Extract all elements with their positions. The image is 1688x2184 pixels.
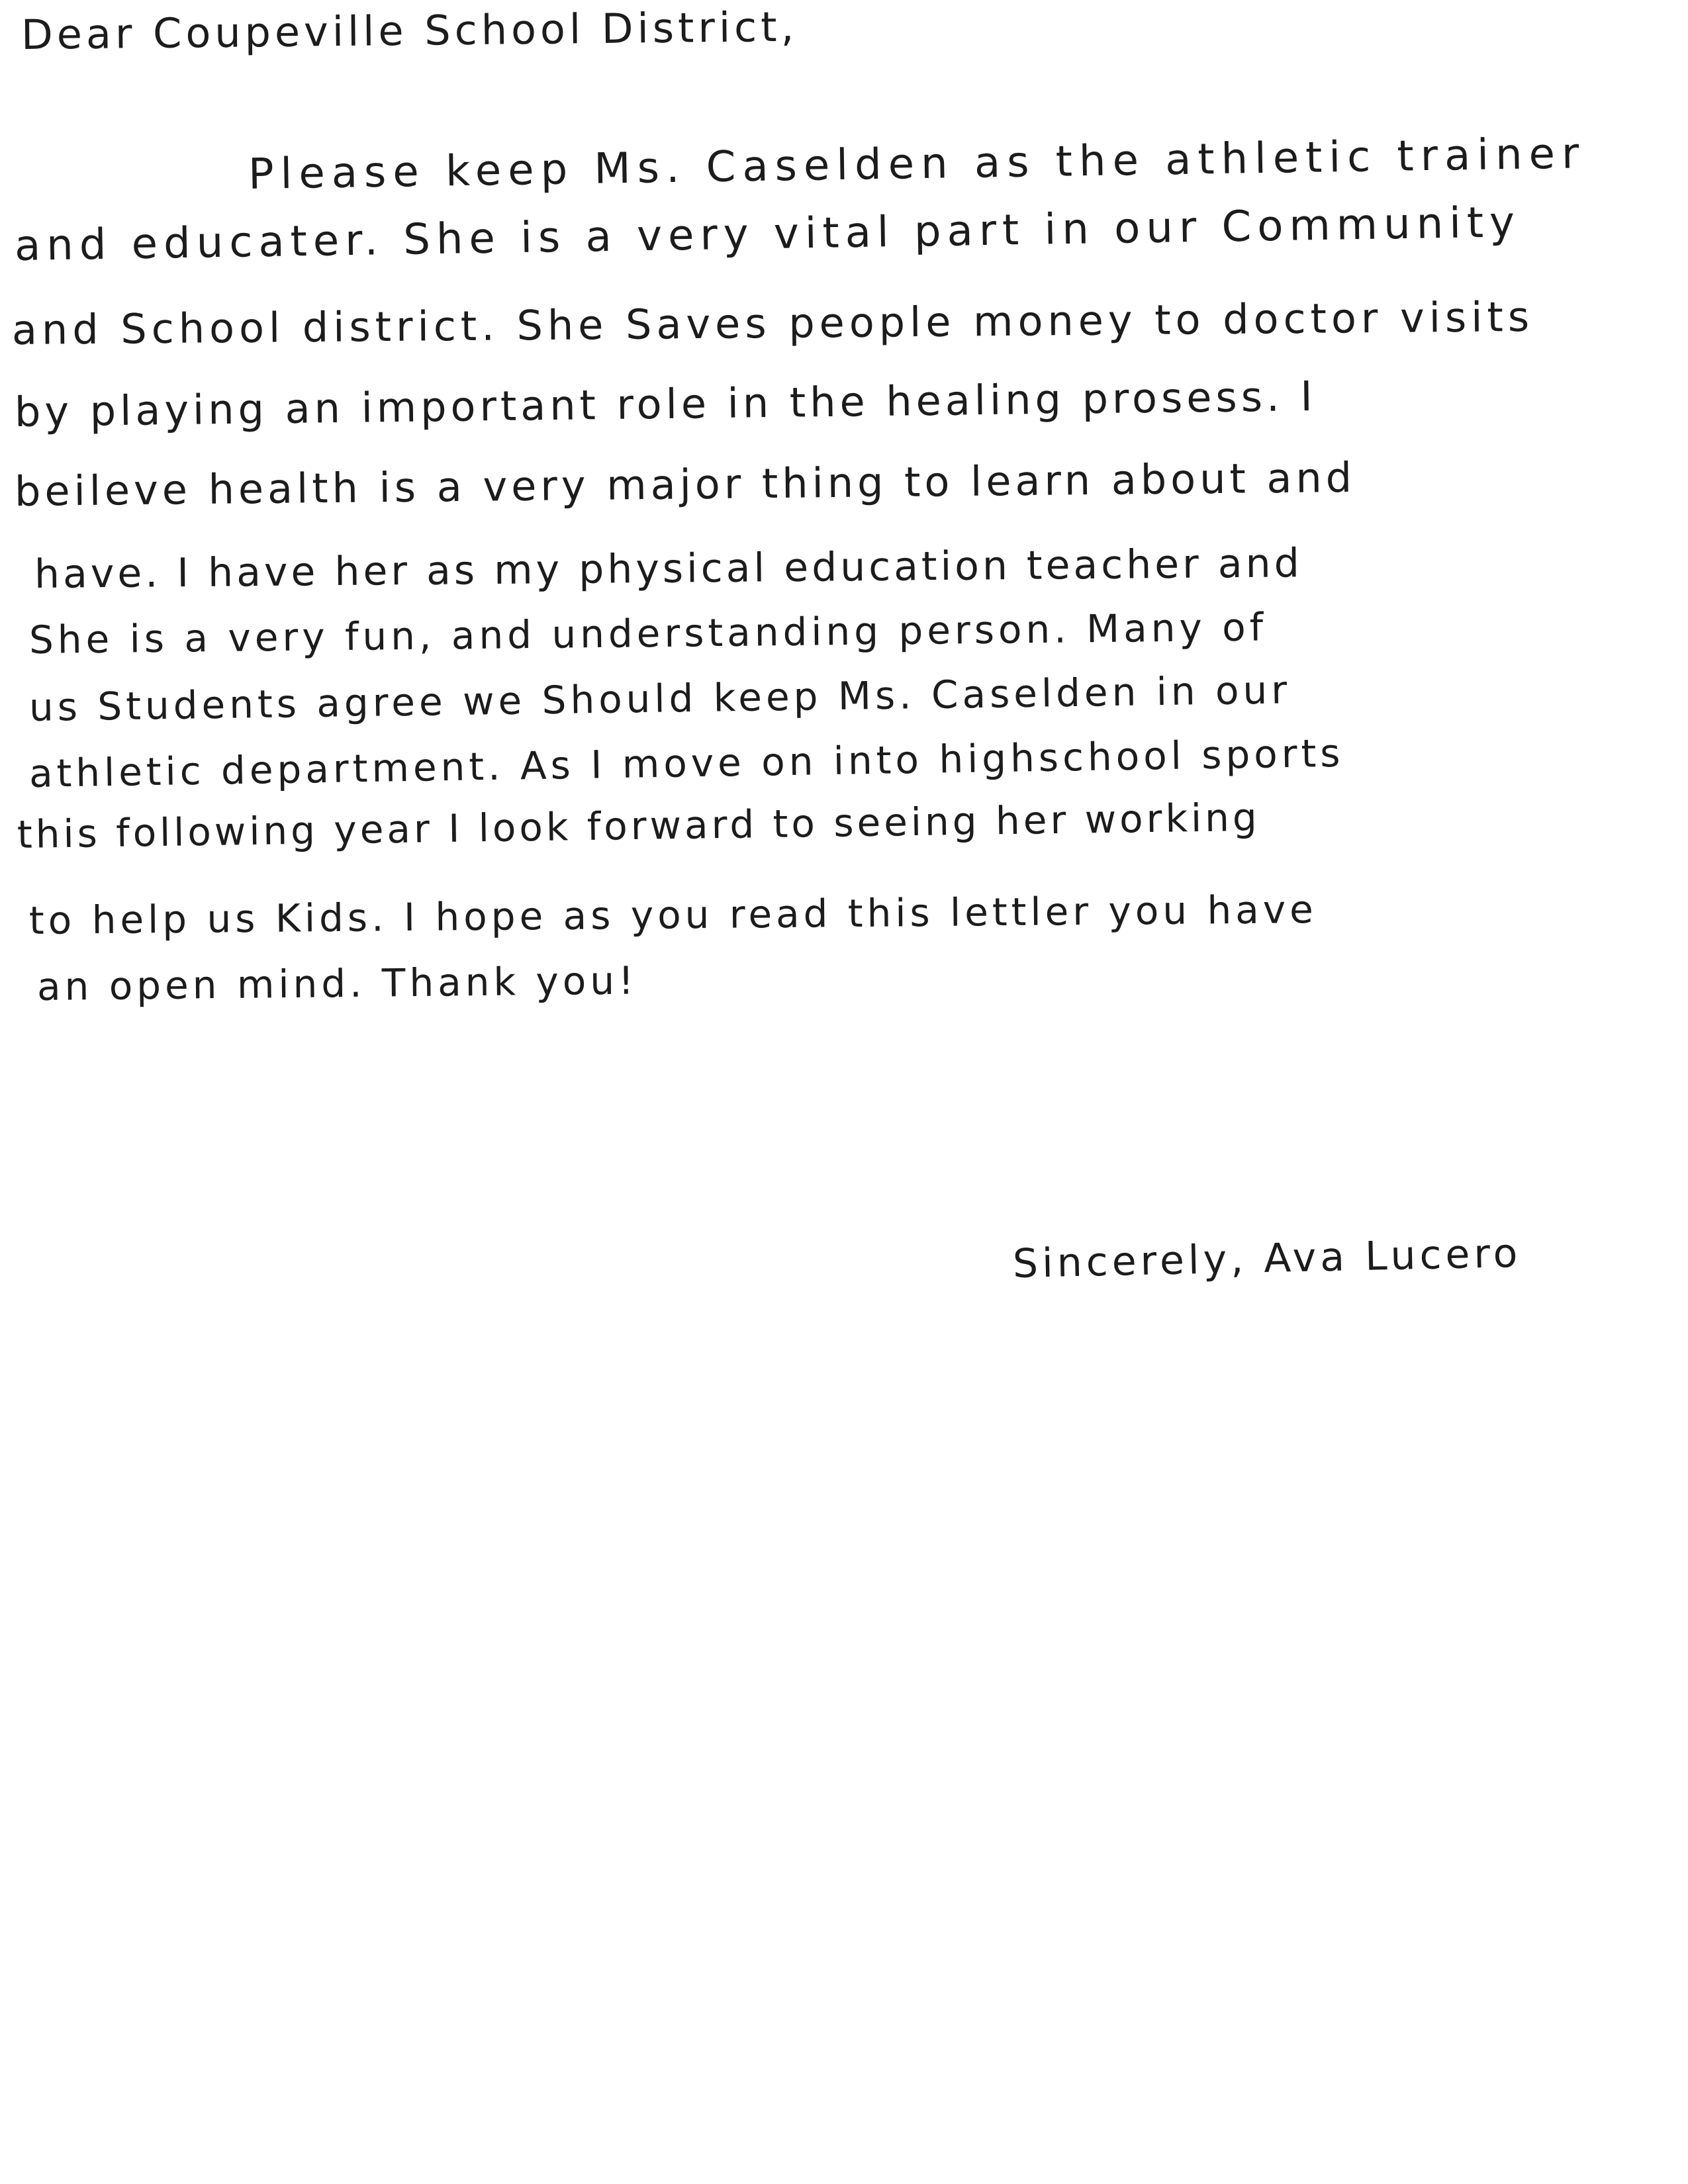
letter-line: an open mind. Thank you! [36,958,638,1009]
letter-line: beileve health is a very major thing to learn about and [14,453,1356,516]
letter-line: us Students agree we Should keep Ms. Caselden in our [28,667,1291,730]
letter-line: Please keep Ms. Caselden as the athletic trainer [248,129,1586,199]
letter-line: and School district. She Saves people money to doctor visits [11,292,1534,354]
letter-line: this following year I look forward to seeing her working [17,794,1261,857]
letter-line: athletic department. As I move on into highschool sports [28,730,1345,796]
letter-line: by playing an important role in the healing prosess. I [14,371,1317,436]
letter-greeting: Dear Coupeville School District, [21,2,798,59]
letter-line: She is a very fun, and understanding person. Many of [28,604,1268,662]
letter-line: to help us Kids. I hope as you read this lettler you have [28,887,1318,943]
letter-line: and educater. She is a very vital part in our Community [14,198,1521,271]
letter-closing-signature: Sincerely, Ava Lucero [1012,1230,1523,1287]
letter-line: have. I have her as my physical education teacher and [34,540,1303,598]
